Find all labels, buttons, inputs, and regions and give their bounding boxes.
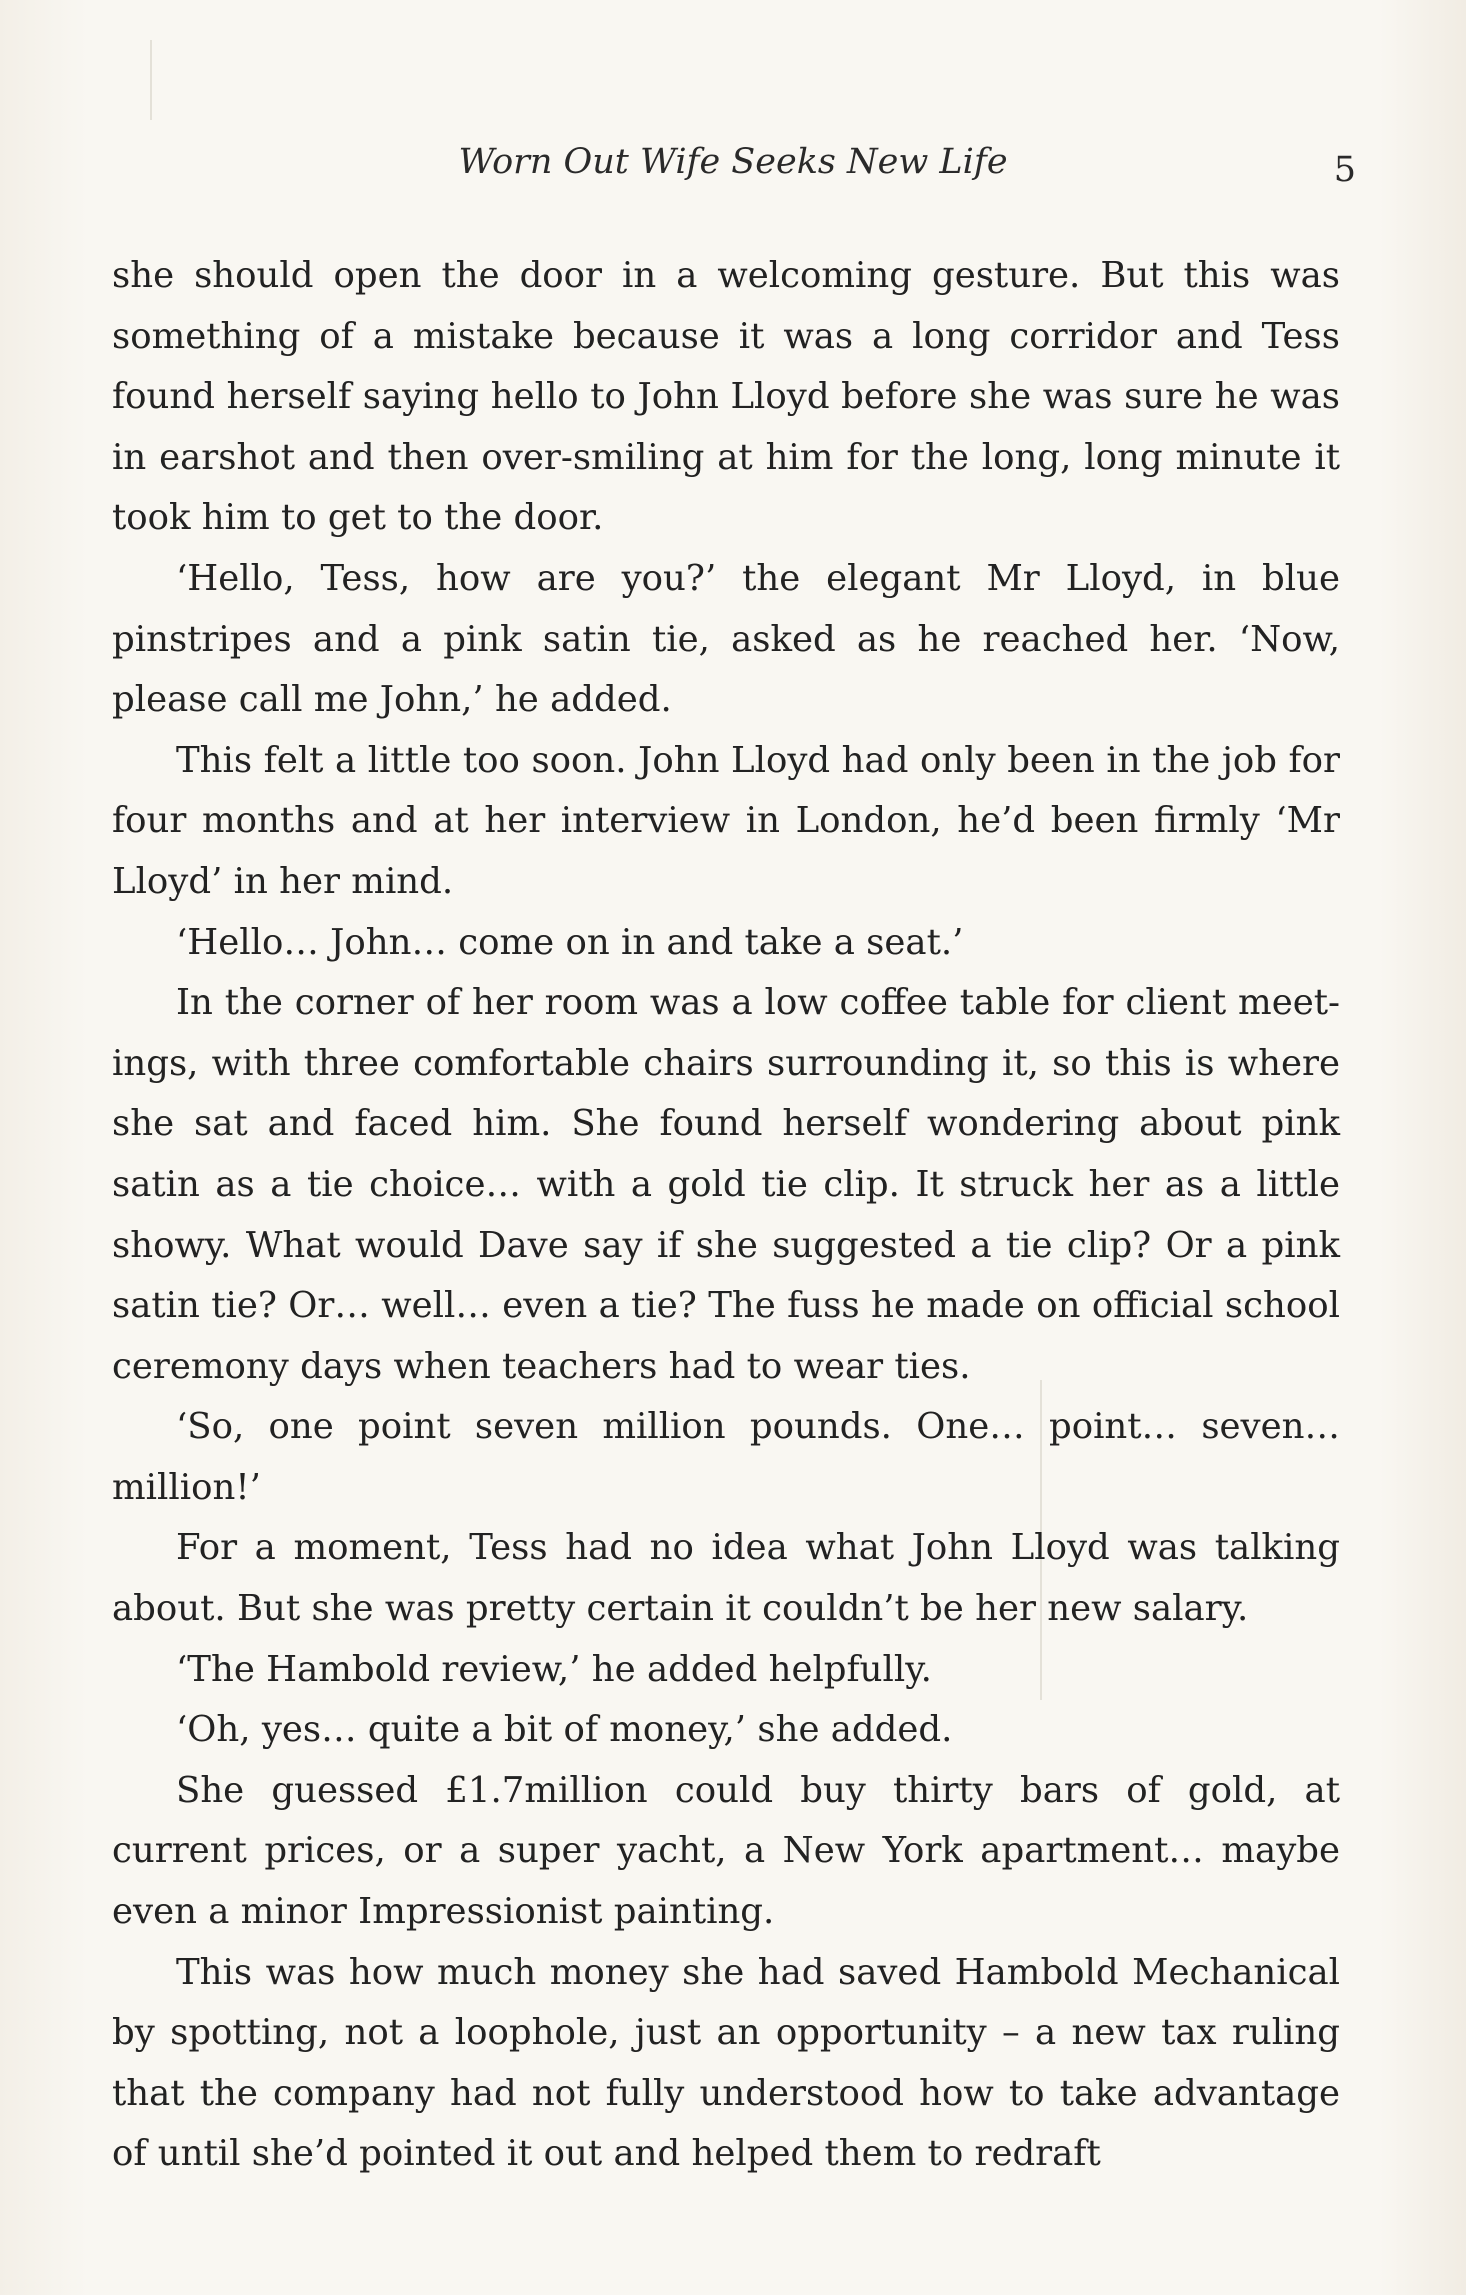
paragraph: She guessed £1.7million could buy thirty bars of gold, at current prices, or a super yacht, a New York apartment… maybe even a minor Impressionist painting. <box>112 1769 1340 1933</box>
running-title: Worn Out Wife Seeks New Life <box>458 142 1008 182</box>
page-number: 5 <box>1333 150 1356 190</box>
paragraph: For a moment, Tess had no idea what John Lloyd was talking about. But she was pretty certain it couldn’t be her new salary. <box>112 1527 1340 1630</box>
paragraph: she should open the door in a welcoming gesture. But this was something of a mistake because it was a long corridor and Tess found herself saying hello to John Lloyd before she was sure he was in earshot and then over-smiling at him for the long, long minute it took him to get to the door. <box>112 255 1340 539</box>
paragraph: ‘Oh, yes… quite a bit of money,’ she added. <box>176 1709 953 1751</box>
paper-crease <box>150 40 152 120</box>
paragraph: In the corner of her room was a low coffee table for client meetings, with three comfortable chairs surrounding it, so this is where she sat and faced him. She found herself wondering about pink satin as a tie choice… with a gold tie clip. It struck her as a little showy. What would Dave say if she suggested a tie clip? Or a pink satin tie? Or… well… even a tie? The fuss he made on official school ceremony days when teachers had to wear ties. <box>112 982 1340 1387</box>
paragraph: This felt a little too soon. John Lloyd had only been in the job for four months and at her interview in London, he’d been firmly ‘Mr Lloyd’ in her mind. <box>112 739 1340 902</box>
body-text <box>112 246 1340 2185</box>
paragraph: ‘The Hambold review,’ he added helpfully. <box>176 1648 932 1690</box>
paragraph: This was how much money she had saved Hambold Mechanical by spotting, not a loophole, just an opportunity – a new tax ruling that the company had not fully understood how to take advantage of until she’d pointed it out and helped them to redraft <box>112 1951 1340 2175</box>
running-head <box>0 138 1466 198</box>
paragraph: ‘Hello… John… come on in and take a seat.’ <box>176 921 964 963</box>
paragraph: ‘Hello, Tess, how are you?’ the elegant Mr Lloyd, in blue pinstripes and a pink satin tie, asked as he reached her. ‘Now, please call me John,’ he added. <box>112 557 1340 721</box>
paragraph: ‘So, one point seven million pounds. One… point… seven… million!’ <box>112 1406 1340 1508</box>
